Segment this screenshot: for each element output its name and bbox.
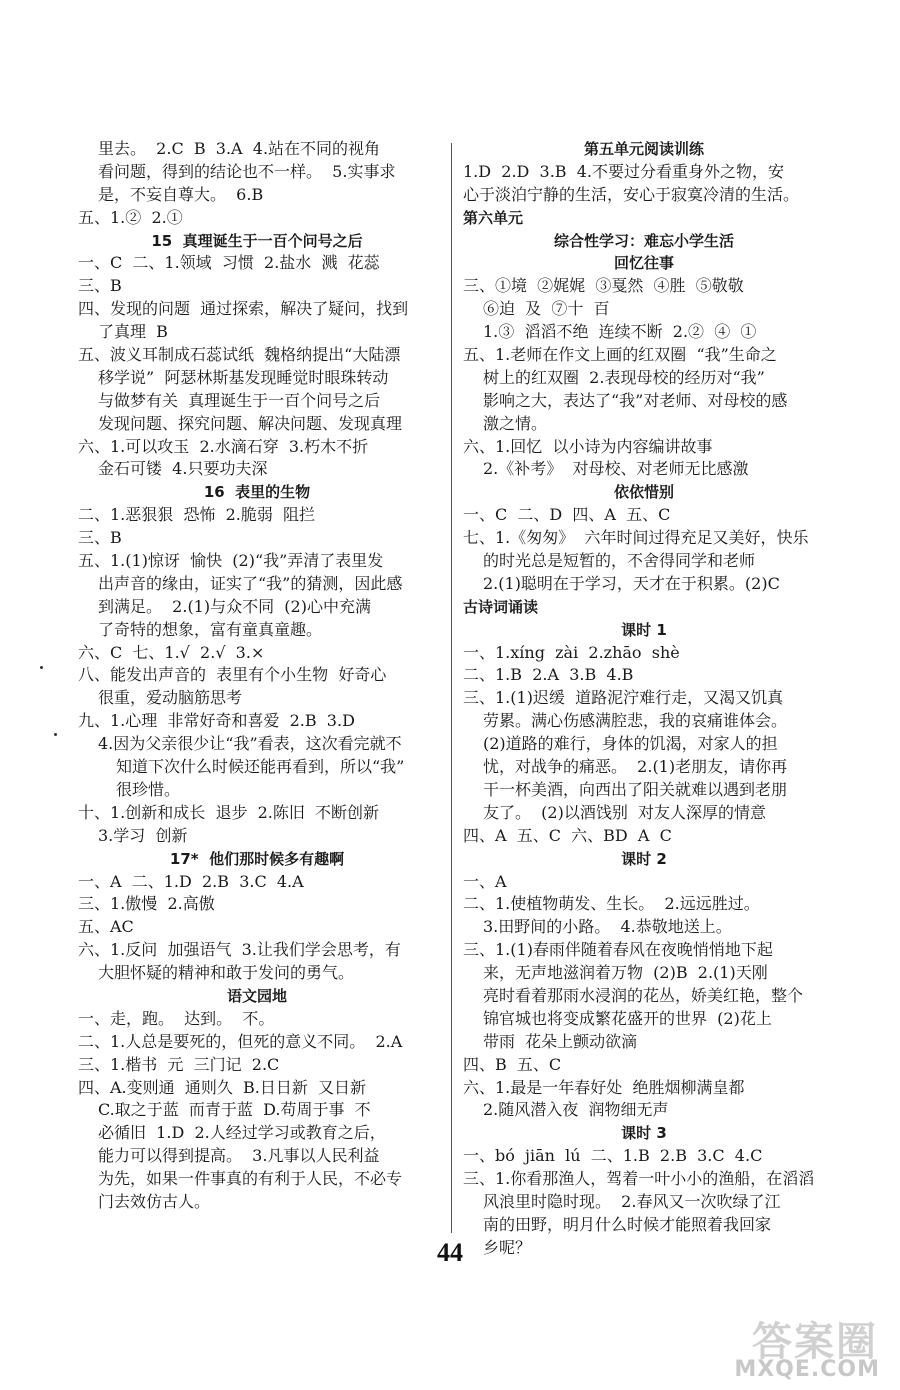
section-title: 语文园地 [226, 986, 287, 1005]
answer-line: 1.D 2.D 3.B 4.不要过分看重身外之物，安 [463, 161, 784, 181]
section-title: 回忆往事 [613, 254, 674, 273]
answer-line: 六、1.最是一年春好处 绝胜烟柳满皇都 [463, 1077, 745, 1097]
watermark-url: MXQE.COM [734, 1357, 880, 1382]
column-divider [451, 143, 452, 1233]
answer-line: 二、1.人总是要死的，但死的意义不同。 2.A [78, 1031, 403, 1051]
margin-mark [54, 733, 57, 736]
answer-line: 二、1.恶狠狠 恐怖 2.脆弱 阻拦 [78, 505, 316, 525]
answer-line: 亮时看着那雨水浸润的花丛，娇美红艳，整个 [483, 985, 804, 1005]
answer-line: 五、1.老师在作文上画的红双圈 “我”生命之 [463, 345, 777, 365]
answer-line: 2.《补考》 对母校、对老师无比感激 [483, 459, 749, 479]
answer-line: 影响之大，表达了“我”对老师、对母校的感 [483, 390, 788, 410]
left-column [78, 138, 436, 1214]
answer-line: 六、1.回忆 以小诗为内容编讲故事 [463, 436, 713, 456]
answer-line: 三、①境 ②娓娓 ③戛然 ④胜 ⑤敬敬 [463, 276, 744, 296]
answer-line: 看问题，得到的结论也不一样。 5.实事求 [98, 161, 396, 181]
unit-heading: 古诗词诵读 [463, 597, 539, 616]
answer-line: 风浪里时隐时现。 2.春风又一次吹绿了江 [483, 1191, 781, 1211]
answer-line: C.取之于蓝 而青于蓝 D.苟周于事 不 [98, 1100, 371, 1120]
answer-line: 六、1.反问 加强语气 3.让我们学会思考，有 [78, 940, 401, 960]
answer-line: 了真理 B [98, 322, 168, 342]
unit-heading: 第六单元 [463, 208, 524, 227]
answer-line: 必循旧 1.D 2.人经过学习或教育之后， [98, 1123, 386, 1143]
answer-line: 带雨 花朵上颤动欲滴 [483, 1031, 638, 1051]
answer-line: 五、1.(1)惊讶 愉快 (2)“我”弄清了表里发 [78, 551, 384, 571]
answer-line: 六、1.可以攻玉 2.水滴石穿 3.朽木不折 [78, 436, 369, 456]
answer-line: 十、1.创新和成长 退步 2.陈旧 不断创新 [78, 802, 380, 822]
answer-line: 出声音的缘由，证实了“我”的猜测，因此感 [98, 573, 403, 593]
answer-line: 树上的红双圈 2.表现母校的经历对“我” [483, 367, 765, 387]
answer-line: 一、C 二、1.领域 习惯 2.盐水 溅 花蕊 [78, 253, 380, 273]
answer-line: 为先，如果一件事真的有利于人民，不必专 [98, 1169, 403, 1189]
answer-line: 七、1.《匆匆》 六年时间过得充足又美好，快乐 [463, 528, 809, 548]
section-title: 课时 2 [621, 849, 667, 868]
answer-line: 很重，爱动脑筋思考 [98, 688, 243, 708]
answer-line: 友了。 (2)以酒饯别 对友人深厚的情意 [483, 802, 767, 822]
answer-line: 来，无声地滋润着万物 (2)B 2.(1)天刚 [483, 963, 768, 983]
answer-line: 四、发现的问题 通过探索，解决了疑问，找到 [78, 299, 409, 319]
answer-line: 八、能发出声音的 表里有个小生物 好奇心 [78, 665, 387, 685]
answer-line: 很珍惜。 [116, 779, 181, 799]
answer-line: 发现问题、探究问题、解决问题、发现真理 [98, 413, 403, 433]
answer-line: 锦官城也将变成繁花盛开的世界 (2)花上 [483, 1008, 772, 1028]
answer-line: 金石可镂 4.只要功夫深 [98, 459, 268, 479]
answer-line: 里去。 2.C B 3.A 4.站在不同的视角 [98, 139, 381, 158]
answer-line: 四、B 五、C [463, 1054, 562, 1074]
answer-line: 2.(1)聪明在于学习，天才在于积累。(2)C [483, 573, 780, 593]
watermark-title: 答案圈 [752, 1319, 878, 1365]
section-title: 课时 3 [621, 1124, 667, 1143]
answer-line: 3.田野间的小路。 4.恭敬地送上。 [483, 917, 732, 937]
answer-line: 南的田野，明月什么时候才能照着我回家 [483, 1214, 772, 1234]
answer-line: 一、1.xíng zài 2.zhāo shè [463, 642, 680, 662]
answer-line: 三、1.傲慢 2.高傲 [78, 894, 215, 914]
answer-line: 1.③ 滔滔不绝 连续不断 2.② ④ ① [483, 322, 757, 342]
section-title: 17* 他们那时候多有趣啊 [169, 849, 345, 868]
answer-line: 移学说” 阿瑟林斯基发现睡觉时眼珠转动 [98, 367, 389, 387]
page-number: 44 [437, 1238, 463, 1267]
section-title: 依依惜别 [613, 483, 674, 502]
margin-mark [40, 666, 43, 669]
answer-line: 能力可以得到提高。 3.凡事以人民利益 [98, 1146, 380, 1166]
answer-line: 六、C 七、1.√ 2.√ 3.× [78, 642, 265, 662]
answer-line: 4.因为父亲很少让“我”看表，这次看完就不 [98, 734, 402, 754]
right-column [463, 138, 825, 1260]
answer-line: 劳累。满心伤感满腔悲，我的哀痛谁体会。 [483, 711, 788, 731]
answer-line: 一、A 二、1.D 2.B 3.C 4.A [78, 871, 304, 891]
answer-line: 三、1.(1)迟缓 道路泥泞难行走，又渴又饥真 [463, 688, 784, 708]
answer-line: 激之情。 [483, 413, 548, 433]
answer-line: 知道下次什么时候还能再看到，所以“我” [116, 757, 405, 777]
answer-line: 一、走，跑。 达到。 不。 [78, 1008, 275, 1028]
answer-line: 三、B [78, 276, 122, 296]
answer-line: 3.学习 创新 [98, 825, 188, 845]
answer-line: 三、1.(1)春雨伴随着春风在夜晚悄悄地下起 [463, 940, 773, 960]
answer-line: 五、波义耳制成石蕊试纸 魏格纳提出“大陆漂 [78, 345, 401, 365]
answer-line: (2)道路的难行，身体的饥渴，对家人的担 [483, 734, 778, 754]
answer-line: 大胆怀疑的精神和敢于发问的勇气。 [98, 963, 355, 983]
section-title: 16 表里的生物 [203, 483, 311, 502]
answer-line: 一、A [463, 871, 507, 891]
answer-line: 二、1.B 2.A 3.B 4.B [463, 665, 634, 685]
answer-line: 五、1.② 2.① [78, 207, 183, 227]
answer-line: 门去效仿古人。 [98, 1191, 211, 1211]
answer-line: 的时光总是短暂的，不舍得同学和老师 [483, 551, 756, 571]
answer-line: 二、1.使植物萌发、生长。 2.远远胜过。 [463, 894, 760, 914]
answer-line: 九、1.心理 非常好奇和喜爱 2.B 3.D [78, 711, 355, 731]
answer-line: 干一杯美酒，向西出了阳关就难以遇到老朋 [483, 779, 788, 799]
answer-line: 三、B [78, 528, 122, 548]
answer-line: 是，不妄自尊大。 6.B [98, 184, 264, 204]
answer-line: 忧，对战争的痛恶。 2.(1)老朋友，请你再 [483, 757, 788, 777]
answer-line: 三、1.你看那渔人，驾着一叶小小的渔船，在滔滔 [463, 1169, 815, 1189]
watermark-logo [690, 1310, 890, 1382]
answer-line: 到满足。 2.(1)与众不同 (2)心中充满 [98, 596, 371, 616]
section-title: 综合性学习：难忘小学生活 [553, 231, 734, 250]
section-title: 课时 1 [621, 620, 667, 639]
answer-line: 2.随风潜入夜 润物细无声 [483, 1100, 669, 1120]
answer-line: 与做梦有关 真理诞生于一百个问号之后 [98, 390, 381, 410]
section-title: 15 真理诞生于一百个问号之后 [151, 231, 363, 250]
answer-line: 一、C 二、D 四、A 五、C [463, 505, 671, 525]
answer-line: 四、A.变则通 通则久 B.日日新 又日新 [78, 1077, 367, 1097]
answer-line: ⑥迫 及 ⑦十 百 [483, 299, 610, 319]
answer-line: 一、bó jiān lú 二、1.B 2.B 3.C 4.C [463, 1146, 763, 1166]
answer-line: 五、AC [78, 917, 134, 937]
answer-line: 四、A 五、C 六、BD A C [463, 825, 672, 845]
answer-line: 三、1.楷书 元 三门记 2.C [78, 1054, 280, 1074]
answer-line: 乡呢？ [483, 1237, 532, 1257]
answer-line: 心于淡泊宁静的生活，安心于寂寞冷清的生活。 [463, 184, 800, 204]
answer-line: 了奇特的想象，富有童真童趣。 [98, 619, 323, 639]
section-title: 第五单元阅读训练 [583, 140, 704, 158]
